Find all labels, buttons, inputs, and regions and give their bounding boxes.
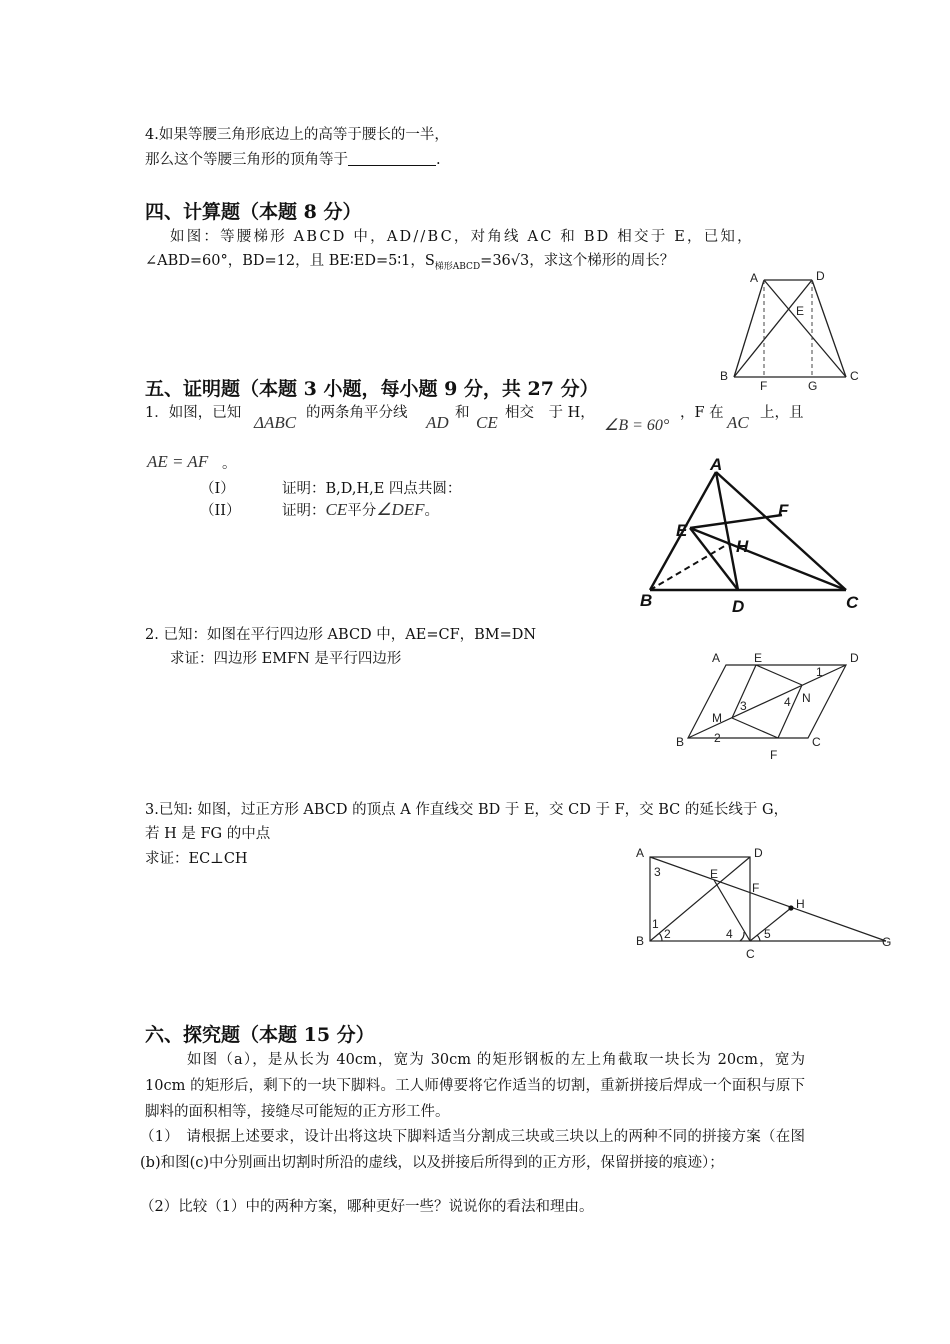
angle-arc-2 [659, 933, 662, 941]
p1-ii-line [282, 499, 439, 520]
p1-ii-text-c: 。 [424, 503, 440, 519]
label-a: A [710, 455, 723, 474]
label-1: 1 [652, 917, 659, 931]
label-d: D [732, 597, 745, 616]
p3-line2: 若 H 是 FG 的中点 [145, 826, 271, 842]
label-g: G [882, 935, 892, 949]
label-a: A [636, 846, 645, 860]
p1-math-angle-b: ∠B = 60° [604, 417, 670, 434]
p1-text-4: 相交 于 H， [505, 405, 595, 421]
edge-ab [734, 280, 764, 377]
label-b: B [640, 591, 653, 610]
sec4-line2b: =36√3，求这个梯形的周长？ [480, 253, 675, 269]
diagonal-bd [734, 280, 812, 377]
section-4-title: 四、计算题（本题 8 分） [145, 201, 362, 223]
trapezoid-figure [716, 266, 866, 392]
section-6-title: 六、探究题（本题 15 分） [145, 1024, 375, 1046]
label-d: D [850, 651, 859, 665]
label-d: D [754, 846, 763, 860]
square-figure [630, 840, 896, 964]
label-b: B [720, 369, 729, 383]
sec6-item2: （2）比较（1）中的两种方案，哪种更好一些？说说你的看法和理由。 [140, 1199, 594, 1215]
label-3: 3 [740, 699, 747, 713]
label-4: 4 [784, 695, 791, 709]
p1-text-5: ，F 在 [680, 405, 724, 421]
segment-mf [732, 718, 778, 738]
sec4-line2a: ∠ABD=60°，BD=12，且 BE∶ED=5∶1，S [145, 253, 435, 269]
label-f: F [778, 501, 789, 520]
label-e: E [710, 867, 719, 881]
label-h: H [796, 897, 805, 911]
label-a: A [750, 271, 759, 285]
p1-text-6: 上，且 [760, 405, 804, 421]
label-4: 4 [726, 927, 733, 941]
label-5: 5 [764, 927, 771, 941]
p1-text-7: 。 [222, 456, 237, 472]
label-d: D [816, 269, 825, 283]
q4-end: . [436, 152, 441, 168]
sec4-line2 [145, 250, 674, 278]
sec6-item1: （1） 请根据上述要求，设计出将这块下脚料适当分割成三块或三块以上的两种不同的拼接方案（在图(b)和图(c)中分别画出切割时所沿的虚线，以及拼接后所得到的正方形，保留拼接的痕迹）； [140, 1129, 805, 1171]
label-c: C [812, 735, 821, 749]
p1-ii-math-def: ∠DEF [376, 500, 425, 519]
segment-fn [778, 685, 802, 738]
p1-ii-text-b: 平分 [347, 503, 377, 519]
label-c: C [846, 593, 859, 612]
label-m: M [712, 711, 722, 725]
label-n: N [802, 691, 811, 705]
label-b: B [636, 934, 645, 948]
angle-arc-5 [757, 935, 760, 941]
label-b: B [676, 735, 685, 749]
sec6-paragraph: 如图（a），是从长为 40cm，宽为 30cm 的矩形钢板的左上角截取一块长为 20cm，宽为 10cm 的矩形后，剩下的一块下脚料。工人师傅要将它作适当的切割，重新拼接后焊成一个面积与原下脚料的面积相等，接缝尽可能短的正方形工件。 [145, 1052, 805, 1120]
label-f: F [770, 748, 778, 762]
p3-line3: 求证：EC⊥CH [145, 851, 248, 867]
label-f: F [760, 379, 768, 392]
angle-arc-4 [740, 932, 744, 941]
parallelogram-figure [670, 646, 870, 768]
p1-text-3: 和 [455, 405, 470, 421]
label-1: 1 [816, 665, 823, 679]
p1-math-ce: CE [476, 413, 498, 432]
label-2: 2 [664, 927, 671, 941]
segment-ef [690, 515, 782, 528]
p1-text-1: 1．如图，已知 [145, 405, 242, 421]
q4-line1: 4.如果等腰三角形底边上的高等于腰长的一半， [145, 127, 449, 143]
edge-dc [812, 280, 846, 377]
q4-line2-text: 那么这个等腰三角形的顶角等于 [145, 152, 348, 168]
p1-i-label: （I） [200, 481, 235, 497]
p1-text-2: 的两条角平分线 [306, 405, 408, 421]
sec4-sub: 梯形ABCD [434, 261, 481, 272]
p2-line1: 2. 已知：如图在平行四边形 ABCD 中，AE=CF，BM=DN [145, 627, 537, 643]
label-c: C [746, 947, 755, 961]
label-f: F [752, 881, 760, 895]
label-e: E [676, 521, 688, 540]
label-a: A [712, 651, 721, 665]
p1-ii-math-ce: CE [325, 500, 348, 519]
label-c: C [850, 369, 859, 383]
label-3: 3 [654, 865, 661, 879]
p3-line1: 3.已知: 如图，过正方形 ABCD 的顶点 A 作直线交 BD 于 E，交 CD 于 F，交 BC 的延长线于 G， [145, 802, 789, 818]
p1-math-abc: ΔABC [254, 413, 297, 432]
label-g: G [808, 379, 818, 392]
label-h: H [736, 537, 749, 556]
p1-math-ac: AC [727, 413, 749, 432]
section-5-title: 五、证明题（本题 3 小题，每小题 9 分，共 27 分） [145, 378, 599, 400]
q4-line2 [145, 149, 441, 171]
p1-ii-label: （II） [200, 503, 241, 519]
p1-i-text: 证明：B,D,H,E 四点共圆： [282, 481, 462, 497]
p1-math-ae-af: AE = AF [147, 452, 209, 471]
label-e: E [796, 304, 805, 318]
p1-math-ad: AD [426, 413, 449, 432]
triangle-figure [604, 448, 884, 620]
answer-blank [348, 150, 436, 166]
point-h [788, 905, 793, 910]
sec4-line1: 如图：等腰梯形 ABCD 中，AD//BC，对角线 AC 和 BD 相交于 E，已知， [170, 229, 754, 245]
label-e: E [754, 651, 763, 665]
p2-line2: 求证：四边形 EMFN 是平行四边形 [170, 651, 402, 667]
diagonal-ac [764, 280, 846, 377]
segment-ne [756, 665, 802, 685]
p1-ii-text-a: 证明： [282, 503, 326, 519]
label-2: 2 [714, 731, 721, 745]
